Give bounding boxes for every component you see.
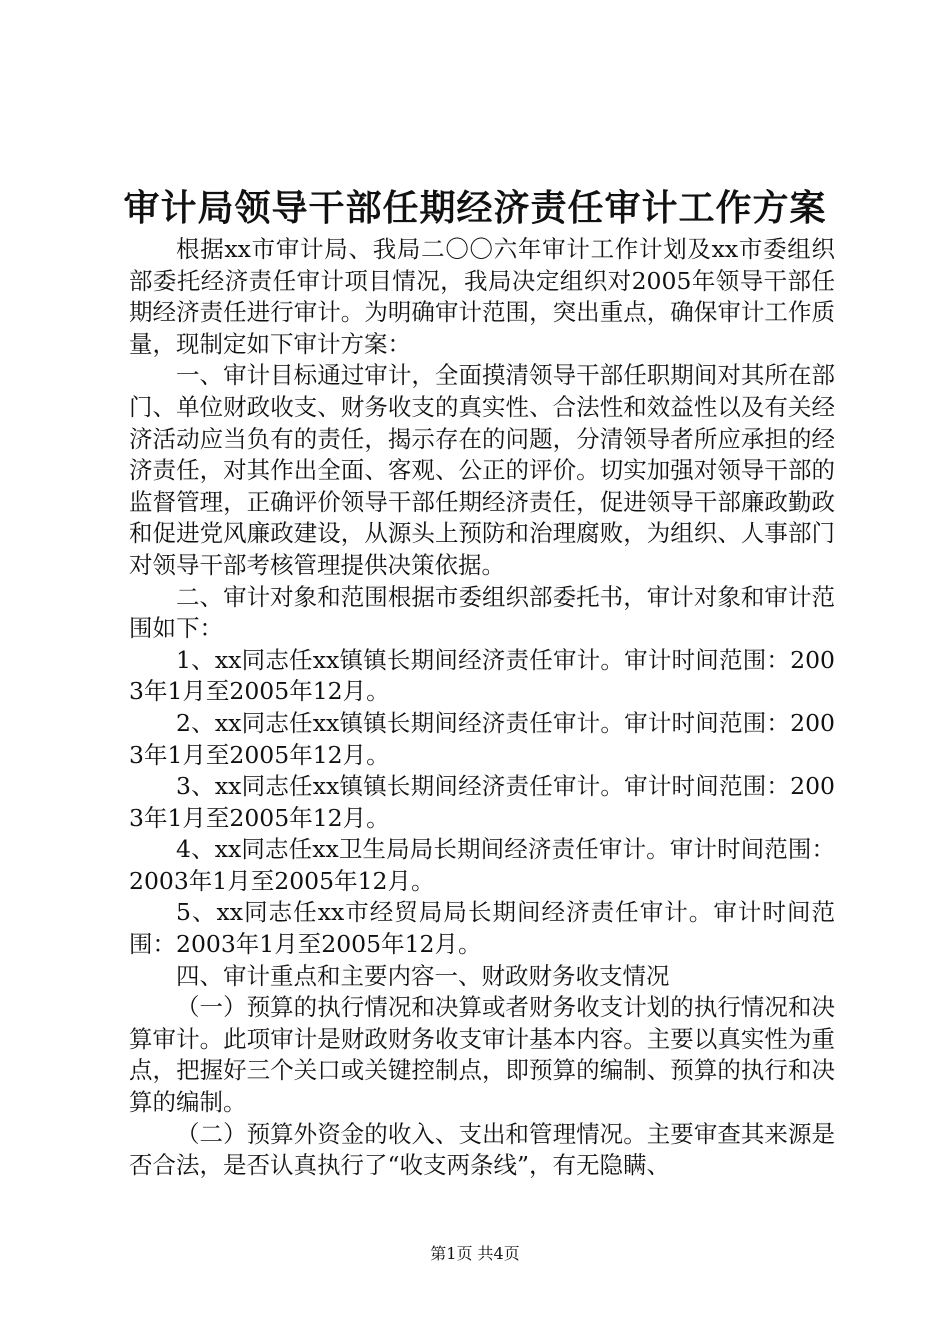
paragraph-extra-budget-funds: （二）预算外资金的收入、支出和管理情况。主要审查其来源是否合法，是否认真执行了“收支两条线”，有无隐瞒、	[129, 1119, 835, 1180]
paragraph-item-4: 4、xx同志任xx卫生局局长期间经济责任审计。审计时间范围：2003年1月至2005年12月。	[129, 835, 835, 895]
paragraph-item-2: 2、xx同志任xx镇镇长期间经济责任审计。审计时间范围：2003年1月至2005年12月。	[129, 708, 835, 769]
document-title: 审计局领导干部任期经济责任审计工作方案	[123, 187, 827, 229]
page-footer: 第1页 共4页	[430, 1244, 520, 1263]
paragraph-audit-objective: 一、审计目标通过审计，全面摸清领导干部任职期间对其所在部门、单位财政收支、财务收支的真实性、合法性和效益性以及有关经济活动应当负有的责任，揭示存在的问题，分清领导者所应承担的经济责任，对其作出全面、客观、公正的评价。切实加强对领导干部的监督管理，正确评价领导干部任期经济责任，促进领导干部廉政勤政和促进党风廉政建设，从源头上预防和治理腐败，为组织、人事部门对领导干部考核管理提供决策依据。	[129, 361, 835, 579]
paragraph-item-1: 1、xx同志任xx镇镇长期间经济责任审计。审计时间范围：2003年1月至2005年12月。	[129, 645, 835, 706]
paragraph-audit-focus: 四、审计重点和主要内容一、财政财务收支情况	[176, 961, 670, 990]
document-body	[129, 234, 835, 1182]
paragraph-item-3: 3、xx同志任xx镇镇长期间经济责任审计。审计时间范围：2003年1月至2005年12月。	[129, 772, 835, 832]
paragraph-budget-execution: （一）预算的执行情况和决算或者财务收支计划的执行情况和决算审计。此项审计是财政财务收支审计基本内容。主要以真实性为重点，把握好三个关口或关键控制点，即预算的编制、预算的执行和决算的编制。	[129, 993, 835, 1117]
paragraph-audit-scope: 二、审计对象和范围根据市委组织部委托书，审计对象和审计范围如下：	[129, 582, 835, 643]
paragraph-item-5: 5、xx同志任xx市经贸局局长期间经济责任审计。审计时间范围：2003年1月至2005年12月。	[129, 898, 835, 959]
paragraph-intro: 根据xx市审计局、我局二〇〇六年审计工作计划及xx市委组织部委托经济责任审计项目情况，我局决定组织对2005年领导干部任期经济责任进行审计。为明确审计范围，突出重点，确保审计工作质量，现制定如下审计方案：	[129, 235, 835, 358]
